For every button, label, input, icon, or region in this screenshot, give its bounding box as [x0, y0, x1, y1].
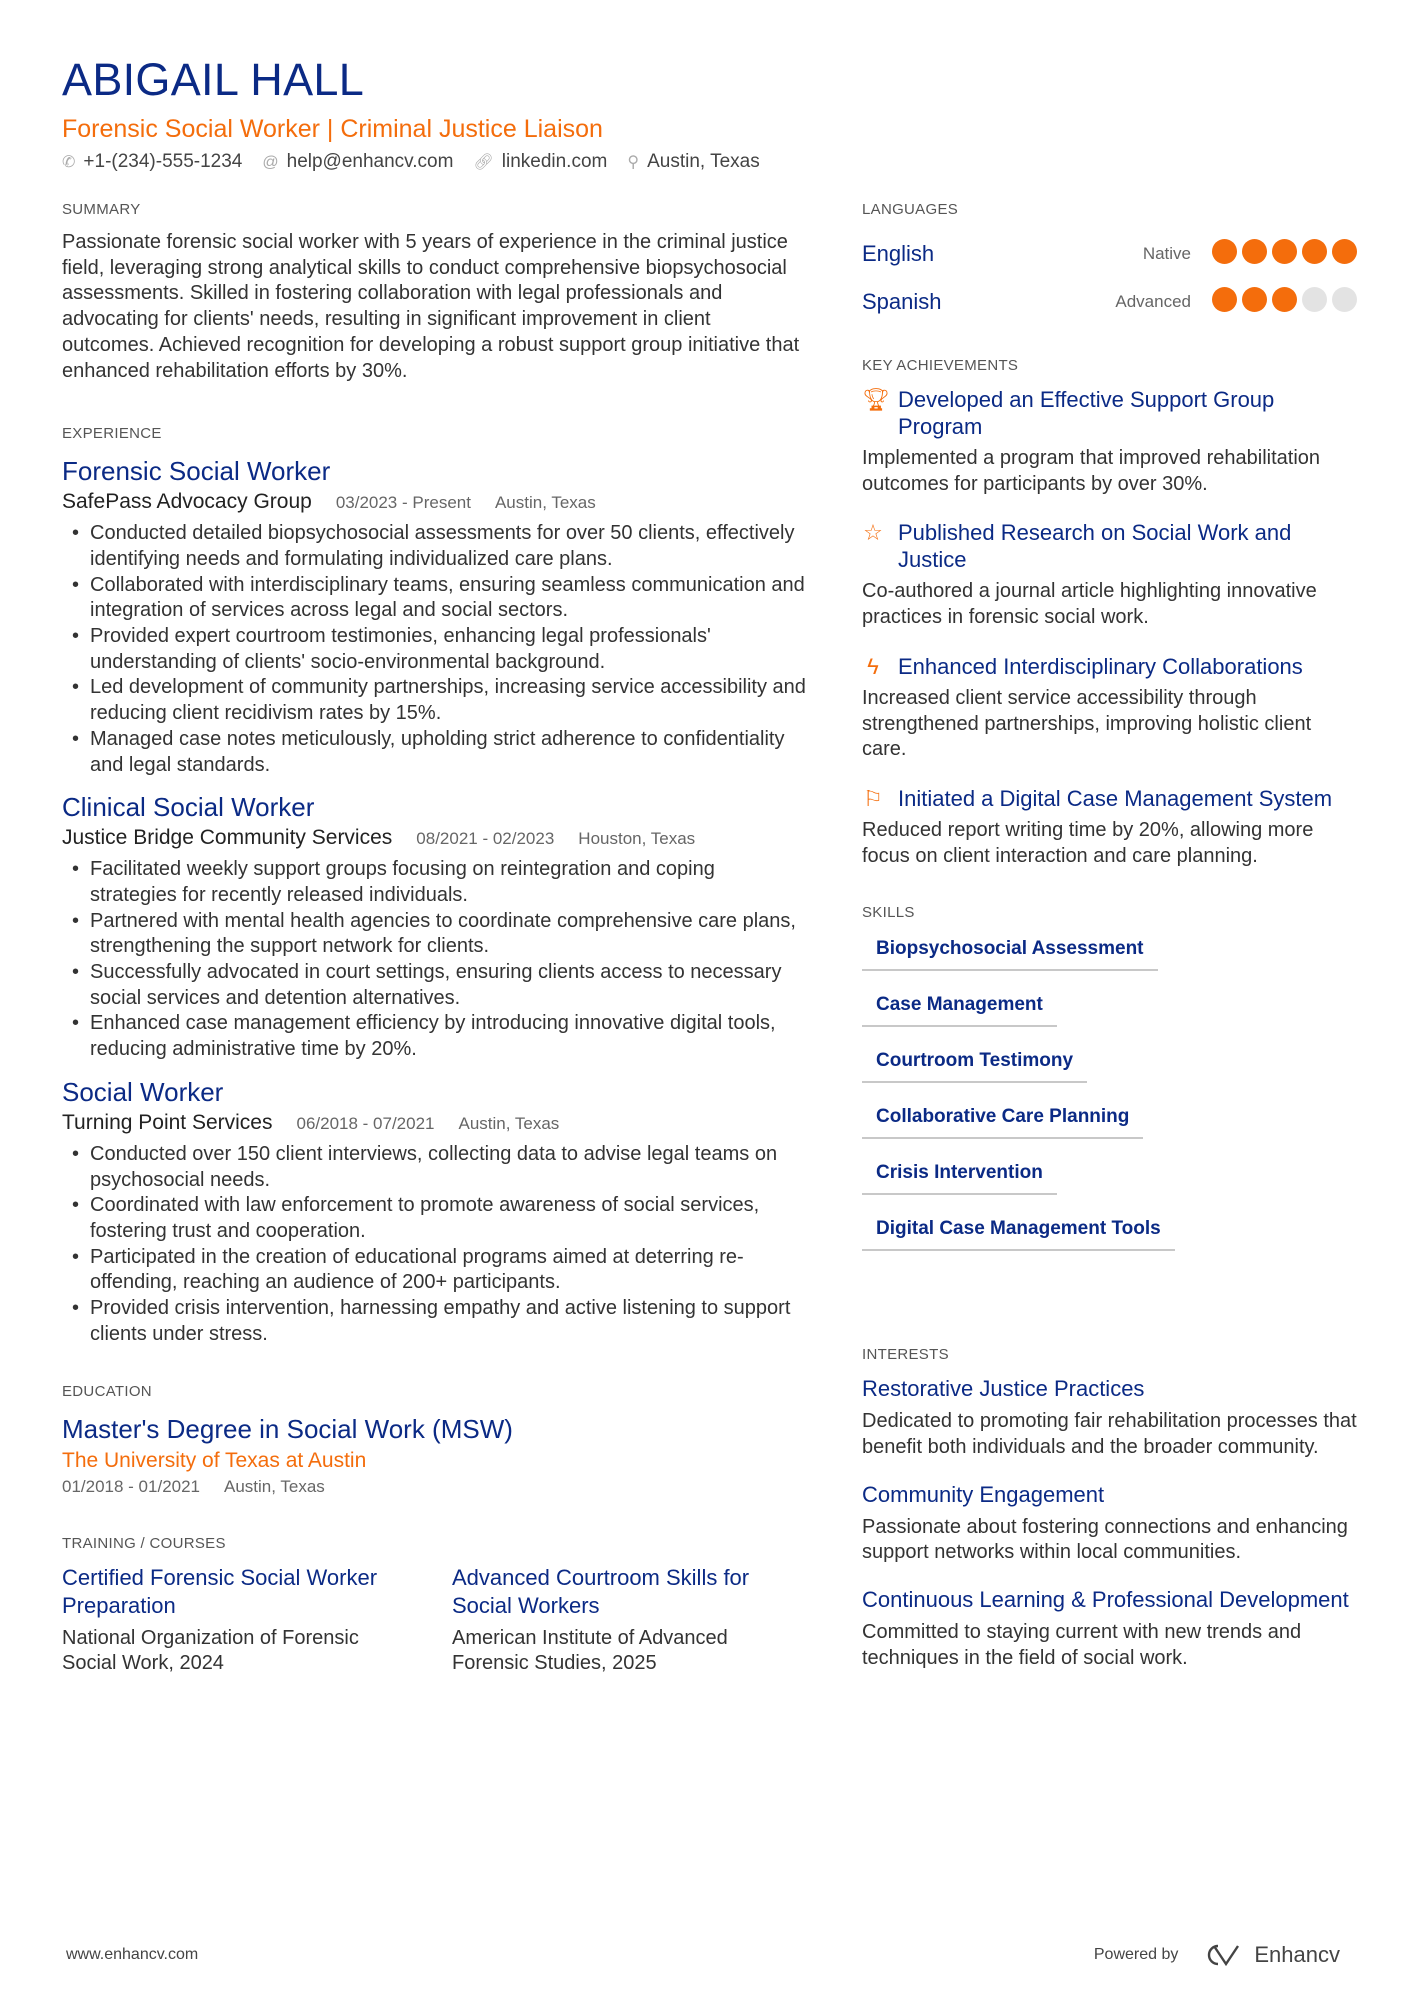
- footer: [66, 1942, 1340, 1968]
- interest-item: [862, 1375, 1357, 1460]
- achievement-text: Increased client service accessibility through strengthened partnerships, improving holistic client care.: [862, 686, 1312, 761]
- rating-dot: [1272, 239, 1297, 264]
- powered-by: [1094, 1942, 1340, 1968]
- candidate-name: ABIGAIL HALL: [62, 54, 365, 105]
- job-location: Austin, Texas: [458, 1113, 560, 1133]
- footer-website[interactable]: www.enhancv.com: [66, 1946, 199, 1963]
- achievement-text: Co-authored a journal article highlighting innovative practices in forensic social work.: [862, 580, 1317, 629]
- linkedin-text[interactable]: linkedin.com: [501, 151, 608, 172]
- email-text[interactable]: help@enhancv.com: [286, 151, 454, 172]
- course-item: [62, 1564, 402, 1677]
- rating-dot: [1302, 287, 1327, 312]
- skill-list: [862, 937, 1357, 1273]
- job-location: Austin, Texas: [494, 493, 596, 513]
- flag-icon: ⚐: [863, 785, 883, 811]
- language-item: [862, 278, 1357, 326]
- interest-text: Passionate about fostering connections and enhancing support networks within local communities.: [862, 1515, 1348, 1564]
- languages-heading: LANGUAGES: [862, 201, 959, 218]
- achievement-text: Implemented a program that improved rehabilitation outcomes for participants by over 30%.: [862, 447, 1321, 495]
- rating-dot: [1332, 287, 1357, 312]
- interest-text: Committed to staying current with new trends and techniques in the field of social work.: [862, 1621, 1302, 1669]
- at-icon: @: [262, 154, 279, 171]
- achievement-header: [862, 653, 1357, 680]
- training-heading: TRAINING / COURSES: [62, 1534, 226, 1552]
- rating-dot: [1302, 239, 1327, 264]
- bullet-item: • Provided expert courtroom testimonies, enhancing legal professionals' understanding of clients' socio-environmental background.: [62, 624, 807, 675]
- job-meta: [62, 488, 807, 517]
- bullet-item: • Coordinated with law enforcement to promote awareness of social services, fostering trust and cooperation.: [62, 1193, 807, 1244]
- location-text: Austin, Texas: [647, 151, 760, 172]
- interest-item: [862, 1481, 1357, 1566]
- experience-list: [62, 454, 807, 1347]
- candidate-title: Forensic Social Worker | Criminal Justice Liaison: [62, 115, 603, 143]
- powered-by-label: Powered by: [1093, 1946, 1179, 1963]
- achievement-title: Developed an Effective Support Group Program: [898, 387, 1275, 439]
- course-list: [62, 1564, 807, 1677]
- education-dates: 01/2018 - 01/2021: [62, 1476, 201, 1496]
- bullet-item: • Participated in the creation of educational programs aimed at deterring re-offending, reaching an audience of 200+ participants.: [62, 1245, 807, 1296]
- degree-title: Master's Degree in Social Work (MSW): [62, 1413, 513, 1444]
- achievements-heading: KEY ACHIEVEMENTS: [862, 357, 1019, 374]
- course-detail: American Institute of Advanced Forensic Studies, 2025: [452, 1626, 728, 1675]
- interest-title: Community Engagement: [862, 1481, 1105, 1507]
- job-meta: [62, 824, 807, 853]
- achievement-header: [862, 386, 1357, 440]
- language-rating: [1207, 239, 1357, 269]
- school-name: The University of Texas at Austin: [62, 1448, 367, 1472]
- achievement-title: Enhanced Interdisciplinary Collaborations: [898, 653, 1303, 679]
- interest-title: Restorative Justice Practices: [862, 1376, 1145, 1402]
- language-list: [862, 230, 1357, 326]
- course-title: Certified Forensic Social Worker Preparation: [62, 1564, 378, 1618]
- job-dates: 06/2018 - 07/2021: [296, 1113, 435, 1133]
- star-icon: ☆: [863, 520, 883, 546]
- contact-location: [627, 148, 759, 177]
- bullet-item: • Conducted detailed biopsychosocial assessments for over 50 clients, effectively identifying needs and formulating individualized care plans.: [62, 521, 807, 572]
- job-bullets: [62, 521, 807, 778]
- job-title: Clinical Social Worker: [62, 792, 315, 823]
- interests-heading: INTERESTS: [862, 1346, 949, 1364]
- trophy-icon: 🏆︎: [862, 387, 890, 412]
- job-entry: [62, 454, 807, 778]
- education-meta: [62, 1476, 807, 1498]
- education-heading: EDUCATION: [62, 1382, 152, 1400]
- rating-dot: [1212, 287, 1237, 312]
- bullet-item: • Enhanced case management efficiency by introducing innovative digital tools, reducing administrative time by 20%.: [62, 1011, 807, 1062]
- interest-list: [862, 1375, 1357, 1671]
- course-detail: National Organization of Forensic Social Work, 2024: [62, 1626, 359, 1675]
- skills-heading: SKILLS: [862, 904, 915, 922]
- course-title: Advanced Courtroom Skills for Social Workers: [452, 1564, 750, 1618]
- course-item: [452, 1564, 792, 1677]
- skill-tag: Courtroom Testimony: [862, 1049, 1087, 1083]
- company-name: Turning Point Services: [62, 1110, 273, 1134]
- location-icon: ⚲: [627, 154, 640, 171]
- link-icon: 🔗︎: [473, 154, 494, 171]
- language-rating: [1207, 287, 1357, 317]
- achievement-text: Reduced report writing time by 20%, allowing more focus on client interaction and care planning.: [862, 818, 1314, 867]
- summary-text: Passionate forensic social worker with 5 years of experience in the criminal justice field, leveraging strong analytical skills to conduct comprehensive biopsychosocial assessments. Skilled in fostering collaboration with legal professionals and advocating for clients' needs, resulting in significant improvement in client outcomes. Achieved recognition for developing a robust support group initiative that enhanced rehabilitation efforts by 30%.: [62, 231, 800, 382]
- job-title: Forensic Social Worker: [62, 456, 331, 487]
- company-name: SafePass Advocacy Group: [62, 490, 312, 514]
- language-name: Spanish: [862, 289, 942, 314]
- bullet-item: • Collaborated with interdisciplinary teams, ensuring seamless communication and integration of services across legal and social sectors.: [62, 573, 807, 624]
- interest-item: [862, 1586, 1357, 1671]
- lightning-icon: ϟ: [867, 653, 879, 679]
- interest-text: Dedicated to promoting fair rehabilitation processes that benefit both individuals and the broader community.: [862, 1410, 1357, 1459]
- phone-text: +1-(234)-555-1234: [83, 151, 243, 172]
- achievement-item: [862, 519, 1357, 630]
- right-column: [862, 200, 1357, 1692]
- interest-title: Continuous Learning & Professional Development: [862, 1587, 1349, 1613]
- skill-tag: Crisis Intervention: [862, 1161, 1057, 1195]
- bullet-item: • Facilitated weekly support groups focusing on reintegration and coping strategies for recently released individuals.: [62, 857, 807, 908]
- job-title: Social Worker: [62, 1076, 224, 1107]
- skill-tag: Collaborative Care Planning: [862, 1105, 1143, 1139]
- bullet-item: • Managed case notes meticulously, upholding strict adherence to confidentiality and legal standards.: [62, 727, 807, 778]
- bullet-item: • Conducted over 150 client interviews, collecting data to advise legal teams on psychosocial needs.: [62, 1142, 807, 1193]
- phone-icon: ✆: [62, 154, 76, 171]
- bullet-item: • Provided crisis intervention, harnessing empathy and active listening to support clients under stress.: [62, 1296, 807, 1347]
- achievement-title: Published Research on Social Work and Justice: [898, 520, 1292, 573]
- achievement-header: [862, 519, 1357, 573]
- education-location: Austin, Texas: [224, 1476, 325, 1496]
- job-dates: 03/2023 - Present: [335, 493, 471, 513]
- job-bullets: [62, 1142, 807, 1348]
- experience-heading: EXPERIENCE: [62, 425, 162, 443]
- rating-dot: [1242, 239, 1267, 264]
- brand-name: Enhancv: [1254, 1942, 1340, 1967]
- company-name: Justice Bridge Community Services: [62, 826, 393, 850]
- contact-email[interactable]: [262, 148, 453, 177]
- rating-dot: [1212, 239, 1237, 264]
- language-level: Advanced: [1115, 292, 1191, 311]
- rating-dot: [1242, 287, 1267, 312]
- achievement-item: [862, 785, 1357, 869]
- resume-header: [62, 52, 1362, 177]
- summary-heading: SUMMARY: [62, 201, 141, 218]
- achievement-list: [862, 386, 1357, 869]
- language-name: English: [862, 241, 935, 266]
- language-level: Native: [1142, 244, 1191, 263]
- job-location: Houston, Texas: [578, 829, 696, 849]
- skill-tag: Case Management: [862, 993, 1057, 1027]
- achievement-item: [862, 386, 1357, 497]
- achievement-title: Initiated a Digital Case Management System: [898, 785, 1333, 811]
- skill-tag: Digital Case Management Tools: [862, 1217, 1175, 1251]
- contact-list: [62, 148, 1362, 177]
- job-dates: 08/2021 - 02/2023: [416, 829, 555, 849]
- enhancv-logo-icon: [1200, 1942, 1246, 1968]
- rating-dot: [1272, 287, 1297, 312]
- bullet-item: • Led development of community partnerships, increasing service accessibility and reducing client recidivism rates by 15%.: [62, 675, 807, 726]
- enhancv-logo[interactable]: [1200, 1942, 1340, 1968]
- left-column: [62, 200, 807, 1677]
- contact-link[interactable]: [473, 148, 607, 177]
- achievement-header: [862, 785, 1357, 812]
- bullet-item: • Partnered with mental health agencies to coordinate comprehensive care plans, strengthening the support network for clients.: [62, 909, 807, 960]
- job-meta: [62, 1109, 807, 1138]
- job-entry: [62, 790, 807, 1063]
- contact-phone: [62, 148, 242, 177]
- job-entry: [62, 1075, 807, 1348]
- achievement-item: [862, 653, 1357, 763]
- language-item: [862, 230, 1357, 278]
- skill-tag: Biopsychosocial Assessment: [862, 937, 1158, 971]
- rating-dot: [1332, 239, 1357, 264]
- job-bullets: [62, 857, 807, 1063]
- bullet-item: • Successfully advocated in court settings, ensuring clients access to necessary social services and detention alternatives.: [62, 960, 807, 1011]
